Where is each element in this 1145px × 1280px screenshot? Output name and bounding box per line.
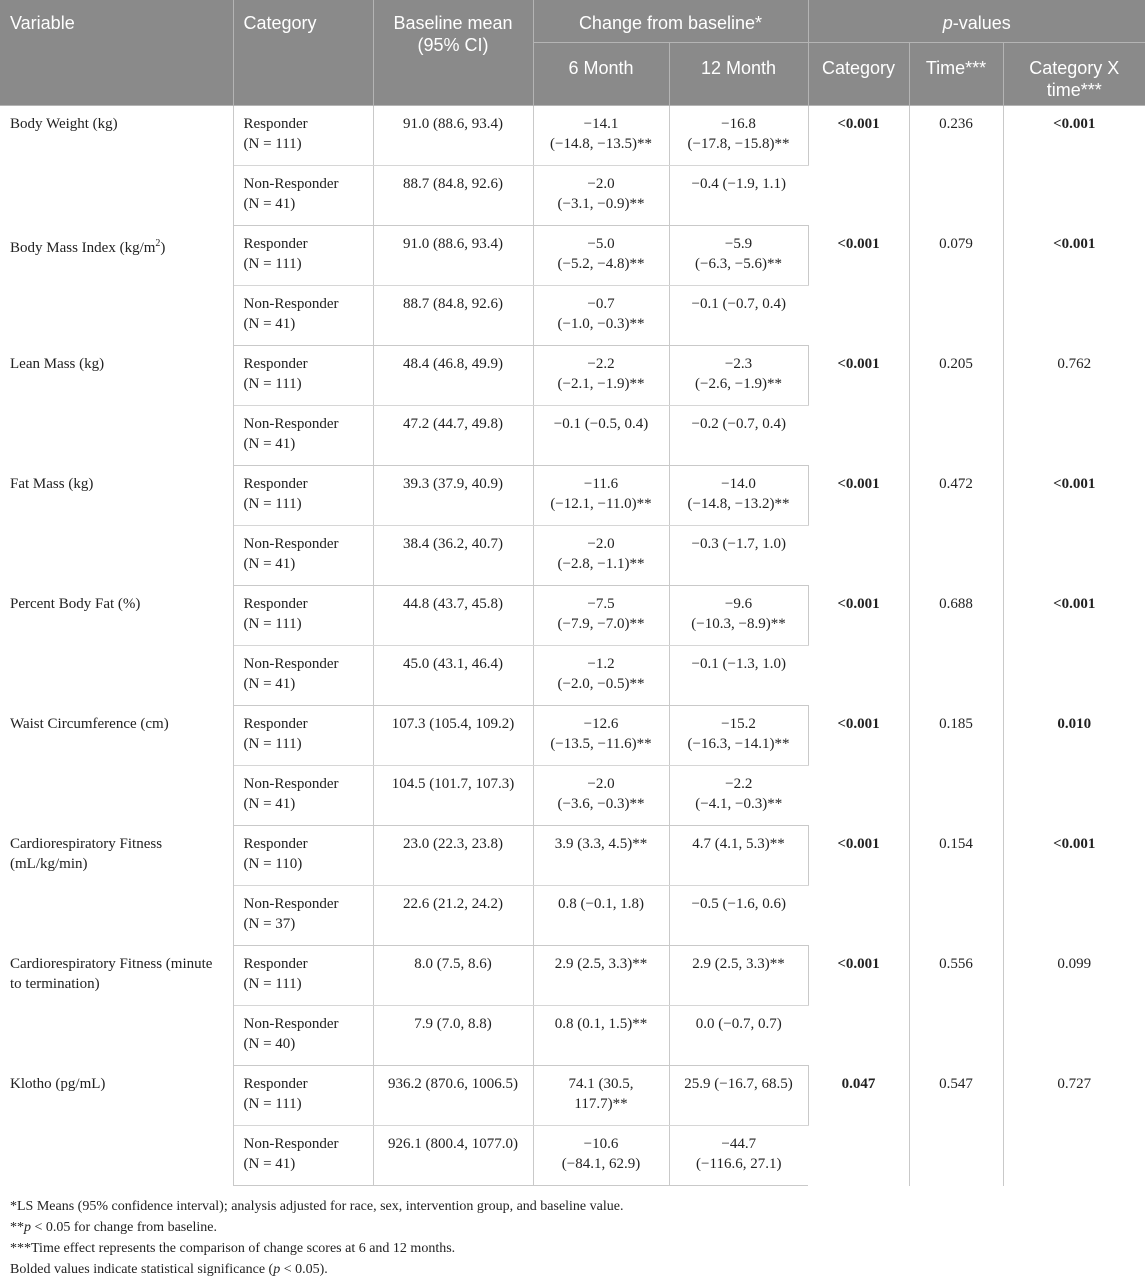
- table-footnotes: [0, 1186, 1145, 1280]
- p-category-time-cell: 0.010: [1057, 715, 1092, 732]
- category-cell: Non-Responder (N = 41): [233, 766, 373, 826]
- baseline-cell: 38.4 (36.2, 40.7): [373, 526, 533, 586]
- header-p-category-time: Category X time***: [1003, 43, 1145, 106]
- month6-cell: −2.0 (−3.1, −0.9)**: [533, 166, 669, 226]
- variable-cell: Waist Circumference (cm): [0, 706, 233, 826]
- month6-cell: −1.2 (−2.0, −0.5)**: [533, 646, 669, 706]
- p-category-cell: <0.001: [808, 706, 909, 826]
- p-category-time-cell: 0.762: [1057, 355, 1092, 372]
- month12-cell: −0.4 (−1.9, 1.1): [669, 166, 808, 226]
- baseline-cell: 936.2 (870.6, 1006.5): [373, 1066, 533, 1126]
- header-p-category: Category: [808, 43, 909, 106]
- month12-cell: −0.1 (−1.3, 1.0): [669, 646, 808, 706]
- p-category-time-cell: <0.001: [1053, 235, 1096, 252]
- baseline-cell: 91.0 (88.6, 93.4): [373, 226, 533, 286]
- table-row: [0, 1066, 1145, 1126]
- month12-cell: 0.0 (−0.7, 0.7): [669, 1006, 808, 1066]
- baseline-cell: 107.3 (105.4, 109.2): [373, 706, 533, 766]
- category-cell: Non-Responder (N = 41): [233, 1126, 373, 1186]
- month12-cell: −15.2 (−16.3, −14.1)**: [669, 706, 808, 766]
- category-cell: Responder (N = 110): [233, 826, 373, 886]
- p-time-cell: 0.556: [909, 946, 1003, 1066]
- baseline-cell: 88.7 (84.8, 92.6): [373, 286, 533, 346]
- p-category-cell: <0.001: [808, 466, 909, 586]
- month6-cell: −14.1 (−14.8, −13.5)**: [533, 106, 669, 166]
- header-pvalues: [808, 0, 1145, 43]
- p-category-time-cell: 0.727: [1057, 1075, 1092, 1092]
- p-category-cell: <0.001: [808, 826, 909, 946]
- month12-cell: 25.9 (−16.7, 68.5): [669, 1066, 808, 1126]
- header-variable: Variable: [0, 0, 233, 106]
- table-row: [0, 706, 1145, 766]
- p-time-cell: 0.205: [909, 346, 1003, 466]
- baseline-cell: 48.4 (46.8, 49.9): [373, 346, 533, 406]
- month6-cell: 2.9 (2.5, 3.3)**: [533, 946, 669, 1006]
- table-body: [0, 106, 1145, 1186]
- month12-cell: −0.2 (−0.7, 0.4): [669, 406, 808, 466]
- month12-cell: −5.9 (−6.3, −5.6)**: [669, 226, 808, 286]
- header-baseline: Baseline mean (95% CI): [373, 0, 533, 106]
- table-row: [0, 826, 1145, 886]
- month6-cell: −12.6 (−13.5, −11.6)**: [533, 706, 669, 766]
- month6-cell: −10.6 (−84.1, 62.9): [533, 1126, 669, 1186]
- month12-cell: 2.9 (2.5, 3.3)**: [669, 946, 808, 1006]
- baseline-cell: 8.0 (7.5, 8.6): [373, 946, 533, 1006]
- table-header: [0, 0, 1145, 106]
- variable-cell: Body Weight (kg): [0, 106, 233, 226]
- category-cell: Responder (N = 111): [233, 706, 373, 766]
- header-p-time: Time***: [909, 43, 1003, 106]
- p-category-time-cell: 0.099: [1057, 955, 1092, 972]
- month12-cell: −0.5 (−1.6, 0.6): [669, 886, 808, 946]
- baseline-cell: 23.0 (22.3, 23.8): [373, 826, 533, 886]
- header-change: Change from baseline*: [533, 0, 808, 43]
- month6-cell: −0.7 (−1.0, −0.3)**: [533, 286, 669, 346]
- baseline-cell: 39.3 (37.9, 40.9): [373, 466, 533, 526]
- table-row: [0, 466, 1145, 526]
- month12-cell: −2.2 (−4.1, −0.3)**: [669, 766, 808, 826]
- p-category-time-cell: <0.001: [1053, 595, 1096, 612]
- category-cell: Responder (N = 111): [233, 586, 373, 646]
- p-time-cell: 0.079: [909, 226, 1003, 346]
- month6-cell: 0.8 (0.1, 1.5)**: [533, 1006, 669, 1066]
- category-cell: Non-Responder (N = 41): [233, 646, 373, 706]
- month12-cell: −0.3 (−1.7, 1.0): [669, 526, 808, 586]
- month12-cell: −0.1 (−0.7, 0.4): [669, 286, 808, 346]
- p-category-time-cell: <0.001: [1053, 116, 1096, 132]
- month6-cell: 0.8 (−0.1, 1.8): [533, 886, 669, 946]
- month6-cell: −7.5 (−7.9, −7.0)**: [533, 586, 669, 646]
- month6-cell: −0.1 (−0.5, 0.4): [533, 406, 669, 466]
- category-cell: Responder (N = 111): [233, 226, 373, 286]
- baseline-cell: 88.7 (84.8, 92.6): [373, 166, 533, 226]
- table-row: [0, 226, 1145, 286]
- category-cell: Responder (N = 111): [233, 106, 373, 166]
- month12-cell: −44.7 (−116.6, 27.1): [669, 1126, 808, 1186]
- p-time-cell: 0.154: [909, 826, 1003, 946]
- category-cell: Non-Responder (N = 37): [233, 886, 373, 946]
- baseline-cell: 22.6 (21.2, 24.2): [373, 886, 533, 946]
- footnote-4: Bolded values indicate statistical significance (p < 0.05).: [10, 1262, 328, 1277]
- p-category-time-cell: <0.001: [1053, 475, 1096, 492]
- month6-cell: 74.1 (30.5, 117.7)**: [533, 1066, 669, 1126]
- p-category-cell: <0.001: [808, 226, 909, 346]
- p-time-cell: 0.547: [909, 1066, 1003, 1186]
- header-category: Category: [233, 0, 373, 106]
- p-time-cell: 0.185: [909, 706, 1003, 826]
- category-cell: Non-Responder (N = 41): [233, 406, 373, 466]
- table-row: [0, 946, 1145, 1006]
- baseline-cell: 7.9 (7.0, 8.8): [373, 1006, 533, 1066]
- p-category-cell: 0.047: [808, 1066, 909, 1186]
- p-category-cell: <0.001: [808, 106, 909, 226]
- variable-cell: Lean Mass (kg): [0, 346, 233, 466]
- header-12-month: 12 Month: [669, 43, 808, 106]
- month6-cell: −2.2 (−2.1, −1.9)**: [533, 346, 669, 406]
- category-cell: Non-Responder (N = 41): [233, 166, 373, 226]
- variable-cell: Percent Body Fat (%): [0, 586, 233, 706]
- month12-cell: −16.8 (−17.8, −15.8)**: [669, 106, 808, 166]
- header-6-month: 6 Month: [533, 43, 669, 106]
- month12-cell: −2.3 (−2.6, −1.9)**: [669, 346, 808, 406]
- variable-cell: Body Mass Index $(kg/m^2)$: [0, 226, 233, 346]
- category-cell: Non-Responder (N = 41): [233, 526, 373, 586]
- baseline-cell: 926.1 (800.4, 1077.0): [373, 1126, 533, 1186]
- table-row: [0, 346, 1145, 406]
- table-row: [0, 106, 1145, 166]
- variable-cell: Cardiorespiratory Fitness (minute to termination): [0, 946, 233, 1066]
- footnote-3: ***Time effect represents the comparison of change scores at 6 and 12 months.: [10, 1241, 456, 1256]
- category-cell: Non-Responder (N = 41): [233, 286, 373, 346]
- month12-cell: −14.0 (−14.8, −13.2)**: [669, 466, 808, 526]
- header-pvalues-rest: -values: [952, 13, 1011, 33]
- month12-cell: −9.6 (−10.3, −8.9)**: [669, 586, 808, 646]
- month6-cell: −2.0 (−3.6, −0.3)**: [533, 766, 669, 826]
- p-category-time-cell: <0.001: [1053, 835, 1096, 852]
- month6-cell: −11.6 (−12.1, −11.0)**: [533, 466, 669, 526]
- p-category-cell: <0.001: [808, 946, 909, 1066]
- variable-cell: Cardiorespiratory Fitness (mL/kg/min): [0, 826, 233, 946]
- category-cell: Responder (N = 111): [233, 1066, 373, 1126]
- baseline-cell: 45.0 (43.1, 46.4): [373, 646, 533, 706]
- category-cell: Responder (N = 111): [233, 946, 373, 1006]
- p-time-cell: 0.472: [909, 466, 1003, 586]
- table-row: [0, 586, 1145, 646]
- footnote-2: **p < 0.05 for change from baseline.: [10, 1220, 217, 1235]
- month6-cell: −5.0 (−5.2, −4.8)**: [533, 226, 669, 286]
- month12-cell: 4.7 (4.1, 5.3)**: [669, 826, 808, 886]
- category-cell: Non-Responder (N = 40): [233, 1006, 373, 1066]
- p-time-cell: 0.236: [909, 106, 1003, 226]
- category-cell: Responder (N = 111): [233, 466, 373, 526]
- p-time-cell: 0.688: [909, 586, 1003, 706]
- baseline-cell: 104.5 (101.7, 107.3): [373, 766, 533, 826]
- baseline-cell: 91.0 (88.6, 93.4): [373, 106, 533, 166]
- month6-cell: 3.9 (3.3, 4.5)**: [533, 826, 669, 886]
- variable-cell: Fat Mass (kg): [0, 466, 233, 586]
- p-category-cell: <0.001: [808, 346, 909, 466]
- header-pvalues-p: p: [942, 13, 953, 33]
- category-cell: Responder (N = 111): [233, 346, 373, 406]
- p-category-cell: <0.001: [808, 586, 909, 706]
- month6-cell: −2.0 (−2.8, −1.1)**: [533, 526, 669, 586]
- variable-cell: Klotho (pg/mL): [0, 1066, 233, 1186]
- footnote-1: *LS Means (95% confidence interval); analysis adjusted for race, sex, intervention group, and baseline value.: [10, 1199, 624, 1214]
- baseline-cell: 47.2 (44.7, 49.8): [373, 406, 533, 466]
- baseline-cell: 44.8 (43.7, 45.8): [373, 586, 533, 646]
